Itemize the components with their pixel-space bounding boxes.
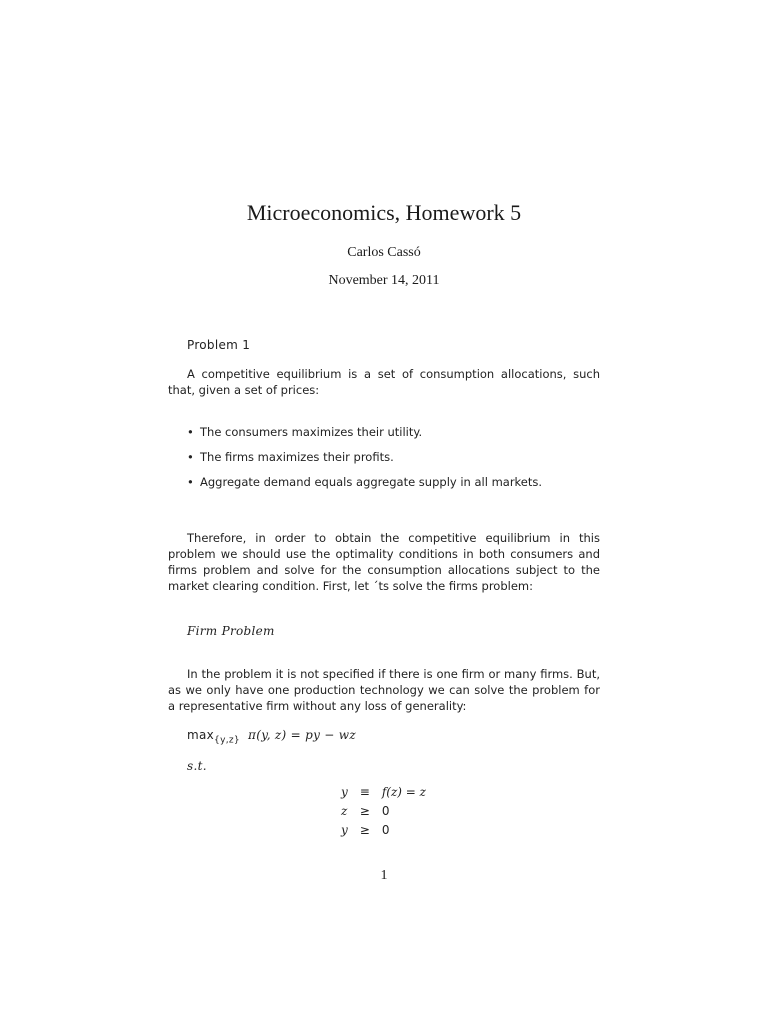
document-date: November 14, 2011 xyxy=(328,273,440,288)
problem-heading: Problem 1 xyxy=(187,338,251,352)
constraint-lhs: y xyxy=(341,822,348,837)
firm-problem-subheading: Firm Problem xyxy=(187,624,275,638)
constraint-row xyxy=(335,801,432,820)
constraint-lhs: y xyxy=(341,784,348,799)
constraint-rhs: 0 xyxy=(381,803,390,818)
therefore-paragraph: Therefore, in order to obtain the competitive equilibrium in this problem we should use the optimality conditions in both consumers and firms problem and solve for the consumption allocations subject to the market clearing condition. First, let ´ts solve the firms problem: xyxy=(168,531,600,593)
constraint-lhs: z xyxy=(341,803,348,818)
conditions-list xyxy=(187,424,607,499)
constraints-table xyxy=(335,782,432,839)
list-item-text: Aggregate demand equals aggregate supply in all markets. xyxy=(200,475,543,489)
intro-paragraph: A competitive equilibrium is a set of consumption allocations, such that, given a set of prices: xyxy=(168,367,600,397)
constraint-row xyxy=(335,820,432,839)
constraint-relation: ≡ xyxy=(359,784,370,799)
bullet-icon: • xyxy=(187,475,194,489)
max-operator: max xyxy=(187,728,215,742)
firm-paragraph: In the problem it is not specified if there is one firm or many firms. But, as we only have one production technology we can solve the problem for a representative firm without any loss of generality: xyxy=(168,667,600,713)
constraint-relation: ≥ xyxy=(359,822,370,837)
list-item-text: The firms maximizes their profits. xyxy=(200,450,394,464)
objective-function xyxy=(187,727,356,748)
document-title: Microeconomics, Homework 5 xyxy=(246,200,522,225)
list-item-text: The consumers maximizes their utility. xyxy=(200,425,423,439)
constraint-rhs: f(z) = z xyxy=(381,784,426,799)
list-item xyxy=(187,424,607,449)
list-item xyxy=(187,474,607,499)
page-number: 1 xyxy=(380,868,388,883)
objective-expression: π(y, z) = py − wz xyxy=(248,728,356,742)
constraint-rhs: 0 xyxy=(381,822,390,837)
max-subscript: {y,z} xyxy=(214,735,240,746)
subject-to-label: s.t. xyxy=(187,759,207,773)
bullet-icon: • xyxy=(187,425,194,439)
constraint-row xyxy=(335,782,432,801)
author-name: Carlos Cassó xyxy=(347,245,421,260)
bullet-icon: • xyxy=(187,450,194,464)
list-item xyxy=(187,449,607,474)
constraint-relation: ≥ xyxy=(359,803,370,818)
